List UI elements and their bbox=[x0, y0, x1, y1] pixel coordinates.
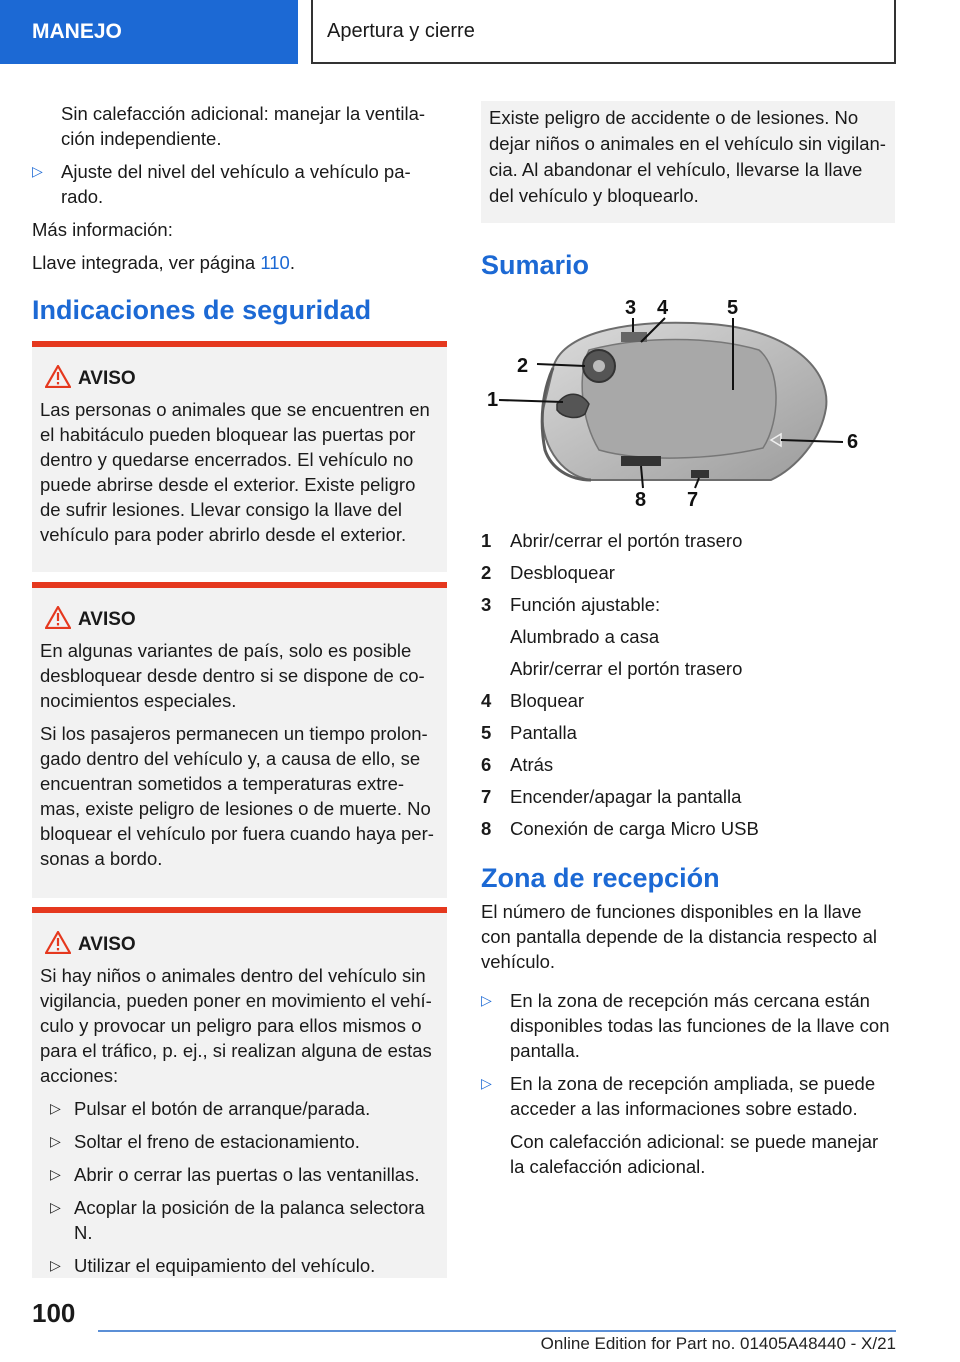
warning-title: AVISO bbox=[78, 609, 136, 630]
list-item bbox=[481, 560, 895, 585]
list-item bbox=[40, 1096, 439, 1121]
item-label: Bloquear bbox=[510, 690, 585, 711]
tailgate-button-icon bbox=[557, 394, 589, 417]
triangle-bullet-icon: ▷ bbox=[50, 1133, 61, 1149]
chapter-title: Apertura y cierre bbox=[311, 0, 896, 64]
warning-box-1 bbox=[32, 341, 447, 572]
footer-divider bbox=[98, 1330, 896, 1332]
usb-port-icon bbox=[621, 456, 661, 466]
item-number: 7 bbox=[481, 786, 492, 807]
warning-text: En algunas variantes de país, solo es posible desbloquear desde dentro si se dispone de co-nocimientos especiales. bbox=[40, 640, 425, 711]
item-label: Encender/apagar la pantalla bbox=[510, 786, 742, 807]
sub-item: Abrir/cerrar el portón trasero bbox=[510, 658, 743, 679]
bullet-text: Soltar el freno de estacionamiento. bbox=[74, 1131, 360, 1152]
list-item bbox=[481, 816, 895, 841]
list-item bbox=[40, 1253, 439, 1278]
component-list bbox=[481, 528, 895, 841]
info-box: Existe peligro de accidente o de lesiones. No dejar niños o animales en el vehículo sin vigilan-cia. Al abandonar el vehículo, llevarse la llave del vehículo y bloquearlo. bbox=[481, 101, 895, 223]
triangle-bullet-icon: ▷ bbox=[50, 1257, 61, 1273]
callout-label: 6 bbox=[847, 431, 859, 453]
bullet-text: En la zona de recepción más cercana están disponibles todas las funciones de la llave con pantalla. bbox=[510, 990, 890, 1061]
callout-label: 3 bbox=[625, 297, 637, 319]
list-item bbox=[40, 1195, 439, 1245]
triangle-bullet-icon: ▷ bbox=[50, 1100, 61, 1116]
display-key-figure bbox=[481, 290, 895, 520]
warning-header bbox=[40, 929, 439, 959]
item-label: Abrir/cerrar el portón trasero bbox=[510, 530, 743, 551]
callout-label: 1 bbox=[487, 389, 499, 411]
edition-text: Online Edition for Part no. 01405A48440 - X/21 bbox=[540, 1334, 896, 1353]
warning-header bbox=[40, 604, 439, 634]
bullet-text: Abrir o cerrar las puertas o las ventanillas. bbox=[74, 1164, 420, 1185]
reception-intro: El número de funciones disponibles en la llave con pantalla depende de la distancia respecto al vehículo. bbox=[481, 901, 877, 972]
warning-triangle-icon bbox=[45, 365, 71, 388]
page-number: 100 bbox=[32, 1298, 76, 1328]
warning-title: AVISO bbox=[78, 934, 136, 955]
item-label: Conexión de carga Micro USB bbox=[510, 818, 759, 839]
bullet-text: Utilizar el equipamiento del vehículo. bbox=[74, 1255, 376, 1276]
item-number: 1 bbox=[481, 530, 492, 551]
triangle-bullet-icon: ▷ bbox=[50, 1199, 61, 1215]
warning-box-3 bbox=[32, 907, 447, 1278]
warning-header bbox=[40, 363, 439, 393]
list-item bbox=[481, 528, 895, 553]
list-item bbox=[481, 688, 895, 713]
left-column bbox=[32, 101, 447, 327]
item-label: Función ajustable: bbox=[510, 594, 661, 615]
section-tab: MANEJO bbox=[0, 0, 298, 64]
list-item bbox=[481, 592, 895, 681]
list-item bbox=[32, 159, 447, 209]
triangle-bullet-icon: ▷ bbox=[32, 163, 43, 179]
right-column bbox=[481, 528, 895, 1187]
warning-text: Las personas o animales que se encuentren en el habitáculo pueden bloquear las puertas por dentro y quedarse encerrados. El vehículo no puede abrirse desde el exterior. Existe peligro de sufrir lesiones. Llevar consigo la llave del vehículo para poder abrirlo desde el exterior. bbox=[40, 399, 430, 545]
item-number: 8 bbox=[481, 818, 492, 839]
warning-box-2 bbox=[32, 582, 447, 898]
item-number: 2 bbox=[481, 562, 492, 583]
list-item bbox=[40, 1129, 439, 1154]
triangle-bullet-icon: ▷ bbox=[50, 1166, 61, 1182]
item-number: 5 bbox=[481, 722, 492, 743]
callout-label: 8 bbox=[635, 489, 647, 511]
reception-heading: Zona de recepción bbox=[481, 863, 720, 893]
warning-title: AVISO bbox=[78, 368, 136, 389]
callout-label: 5 bbox=[727, 297, 739, 319]
warning-triangle-icon bbox=[45, 606, 71, 629]
sub-item: Alumbrado a casa bbox=[510, 626, 660, 647]
item-number: 3 bbox=[481, 594, 492, 615]
bullet-text: Pulsar el botón de arranque/parada. bbox=[74, 1098, 371, 1119]
reception-extra: Con calefacción adicional: se puede manejar la calefacción adicional. bbox=[510, 1131, 879, 1177]
item-label: Desbloquear bbox=[510, 562, 615, 583]
warning-triangle-icon bbox=[45, 931, 71, 954]
list-item bbox=[481, 720, 895, 745]
list-item bbox=[40, 1162, 439, 1187]
summary-heading: Sumario bbox=[481, 250, 590, 280]
item-label: Pantalla bbox=[510, 722, 577, 743]
bullet-text: Ajuste del nivel del vehículo a vehículo pa-rado. bbox=[61, 161, 411, 207]
page-link[interactable]: 110 bbox=[260, 252, 290, 273]
bullet-text: Acoplar la posición de la palanca selectora N. bbox=[74, 1197, 425, 1243]
list-item bbox=[481, 988, 895, 1063]
reference-text: Llave integrada, ver página bbox=[32, 252, 261, 273]
item-number: 4 bbox=[481, 690, 492, 711]
warning-text: Si hay niños o animales dentro del vehículo sin vigilancia, pueden poner en movimiento el vehí-culo y provocar un peligro para ellos mismos o para el tráfico, p. ej., si realizan alguna de estas acciones: bbox=[40, 965, 432, 1086]
callout-label: 4 bbox=[657, 297, 669, 319]
item-number: 6 bbox=[481, 754, 492, 775]
callout-label: 2 bbox=[517, 355, 529, 377]
more-info-label: Más información: bbox=[32, 219, 173, 240]
warning-text: Si los pasajeros permanecen un tiempo prolon-gado dentro del vehículo y, a causa de ello, se encuentran sometidos a temperaturas extre-mas, existe peligro de lesiones o de muerte. No bloquear el vehículo por fuera cuando haya per-sonas a bordo. bbox=[40, 723, 434, 869]
triangle-bullet-icon: ▷ bbox=[481, 992, 492, 1008]
triangle-bullet-icon: ▷ bbox=[481, 1075, 492, 1091]
callout-label: 7 bbox=[687, 489, 699, 511]
intro-continuation: Sin calefacción adicional: manejar la ventila-ción independiente. bbox=[61, 103, 426, 149]
cross-reference bbox=[32, 250, 447, 275]
power-button-icon bbox=[691, 470, 709, 478]
list-item bbox=[481, 1071, 895, 1121]
safety-heading: Indicaciones de seguridad bbox=[32, 295, 372, 325]
list-item bbox=[481, 752, 895, 777]
bullet-text: En la zona de recepción ampliada, se puede acceder a las informaciones sobre estado. bbox=[510, 1073, 876, 1119]
item-label: Atrás bbox=[510, 754, 554, 775]
reference-end: . bbox=[289, 252, 295, 273]
list-item bbox=[481, 784, 895, 809]
